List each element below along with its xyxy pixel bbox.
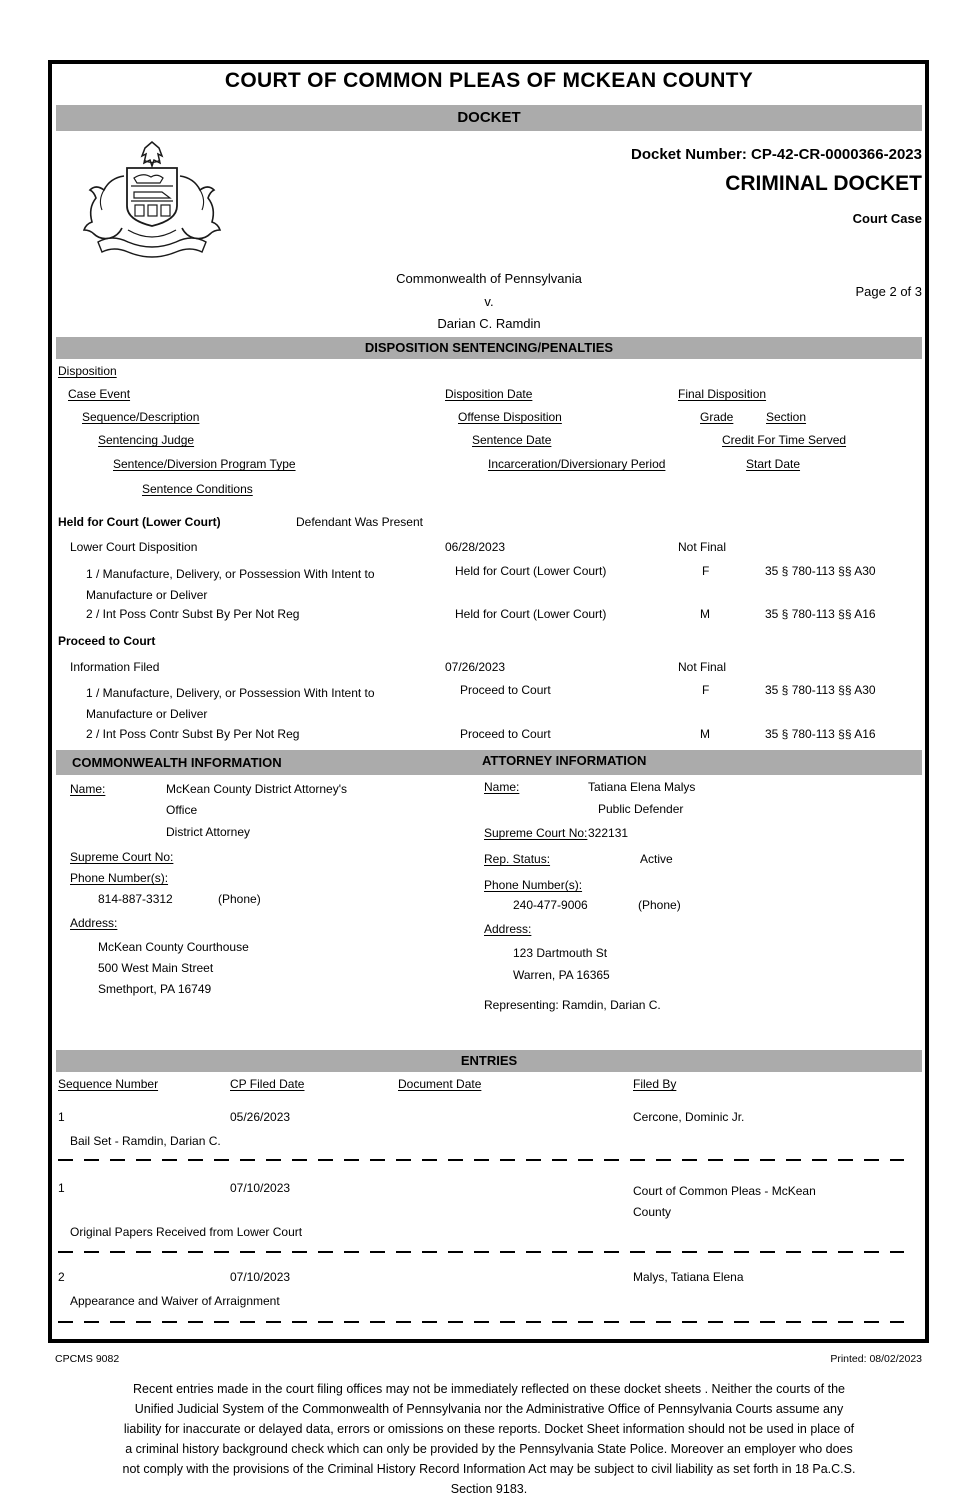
entry-cp-filed-date: 05/26/2023 <box>230 1110 291 1124</box>
case-event: Lower Court Disposition <box>70 540 198 554</box>
atty-address-line: Warren, PA 16365 <box>513 968 610 982</box>
entry-description: Original Papers Received from Lower Court <box>70 1225 303 1239</box>
entries-section-band: ENTRIES <box>56 1050 922 1072</box>
atty-name-label: Name: <box>484 780 520 794</box>
entry-separator <box>58 1321 904 1323</box>
col-header-start-date: Start Date <box>746 457 801 471</box>
atty-address-line: 123 Dartmouth St <box>513 946 608 960</box>
col-header-disposition-date: Disposition Date <box>445 387 533 401</box>
cw-address-line: 500 West Main Street <box>98 961 214 975</box>
atty-rep-status-label: Rep. Status: <box>484 852 551 866</box>
offense-section: 35 § 780-113 §§ A30 <box>765 683 876 697</box>
col-header-sequence-description: Sequence/Description <box>82 410 200 424</box>
pennsylvania-coat-of-arms-icon <box>64 138 240 264</box>
cw-phone-label: Phone Number(s): <box>70 871 169 885</box>
footer-printed-date: Printed: 08/02/2023 <box>830 1353 922 1365</box>
disposition-date: 06/28/2023 <box>445 540 506 554</box>
attorney-info-header: ATTORNEY INFORMATION <box>482 753 647 768</box>
entries-col-document-date: Document Date <box>398 1077 482 1091</box>
entries-col-sequence: Sequence Number <box>58 1077 159 1091</box>
entry-sequence: 1 <box>58 1110 65 1124</box>
offense-description: 2 / Int Poss Contr Subst By Per Not Reg <box>86 727 300 741</box>
offense-disposition: Proceed to Court <box>460 683 551 697</box>
atty-phone-type: (Phone) <box>638 898 681 912</box>
entry-filed-by: Court of Common Pleas - McKean County <box>633 1184 816 1219</box>
docket-type: CRIMINAL DOCKET <box>725 172 922 195</box>
caption-versus: v. <box>484 294 494 309</box>
offense-grade: M <box>700 727 710 741</box>
atty-supreme-court-label: Supreme Court No: <box>484 826 588 840</box>
atty-name-line: Tatiana Elena Malys <box>588 780 696 794</box>
col-header-sentence-conditions: Sentence Conditions <box>142 482 253 496</box>
atty-representing: Representing: Ramdin, Darian C. <box>484 998 661 1012</box>
offense-description: 2 / Int Poss Contr Subst By Per Not Reg <box>86 607 300 621</box>
col-header-incarceration-period: Incarceration/Diversionary Period <box>488 457 666 471</box>
col-header-credit-time-served: Credit For Time Served <box>722 433 847 447</box>
entry-description: Appearance and Waiver of Arraignment <box>70 1294 280 1308</box>
offense-grade: M <box>700 607 710 621</box>
cw-address-line: McKean County Courthouse <box>98 940 249 954</box>
final-disposition: Not Final <box>678 540 727 554</box>
col-header-section: Section <box>766 410 807 424</box>
entry-cp-filed-date: 07/10/2023 <box>230 1181 291 1195</box>
col-header-sentencing-judge: Sentencing Judge <box>98 433 195 447</box>
cw-address-label: Address: <box>70 916 118 930</box>
col-header-final-disposition: Final Disposition <box>678 387 767 401</box>
entry-sequence: 1 <box>58 1181 65 1195</box>
offense-disposition: Held for Court (Lower Court) <box>455 607 607 621</box>
entries-col-filed-by: Filed By <box>633 1077 677 1091</box>
col-header-grade: Grade <box>700 410 734 424</box>
offense-section: 35 § 780-113 §§ A30 <box>765 564 876 578</box>
offense-grade: F <box>702 564 710 578</box>
commonwealth-info-header: COMMONWEALTH INFORMATION <box>72 755 282 770</box>
cw-name-line: District Attorney <box>166 825 251 839</box>
cw-phone-number: 814-887-3312 <box>98 892 173 906</box>
cw-name-line: McKean County District Attorney's <box>166 782 348 796</box>
page-title: COURT OF COMMON PLEAS OF MCKEAN COUNTY <box>224 69 754 92</box>
offense-description: 1 / Manufacture, Delivery, or Possession With Intent to Manufacture or Deliver <box>86 686 375 721</box>
atty-phone-number: 240-477-9006 <box>513 898 588 912</box>
disposition-section-band: DISPOSITION SENTENCING/PENALTIES <box>56 337 922 359</box>
entry-cp-filed-date: 07/10/2023 <box>230 1270 291 1284</box>
col-header-disposition: Disposition <box>58 364 117 378</box>
col-header-offense-disposition: Offense Disposition <box>458 410 562 424</box>
caption-plaintiff: Commonwealth of Pennsylvania <box>396 271 582 286</box>
atty-address-label: Address: <box>484 922 532 936</box>
cw-supreme-court-label: Supreme Court No: <box>70 850 174 864</box>
cw-address-line: Smethport, PA 16749 <box>98 982 212 996</box>
entry-separator <box>58 1251 904 1253</box>
entry-description: Bail Set - Ramdin, Darian C. <box>70 1134 221 1148</box>
offense-disposition: Held for Court (Lower Court) <box>455 564 607 578</box>
offense-disposition: Proceed to Court <box>460 727 551 741</box>
cw-name-label: Name: <box>70 782 106 796</box>
final-disposition: Not Final <box>678 660 727 674</box>
atty-rep-status: Active <box>640 852 673 866</box>
col-header-case-event: Case Event <box>68 387 131 401</box>
caption-defendant: Darian C. Ramdin <box>437 316 541 331</box>
col-header-program-type: Sentence/Diversion Program Type <box>113 457 296 471</box>
docket-band: DOCKET <box>56 105 922 131</box>
offense-section: 35 § 780-113 §§ A16 <box>765 727 876 741</box>
page-indicator: Page 2 of 3 <box>855 284 922 299</box>
offense-description: 1 / Manufacture, Delivery, or Possession With Intent to Manufacture or Deliver <box>86 567 375 602</box>
disposition-date: 07/26/2023 <box>445 660 506 674</box>
atty-phone-label: Phone Number(s): <box>484 878 583 892</box>
case-event: Information Filed <box>70 660 160 674</box>
col-header-sentence-date: Sentence Date <box>472 433 552 447</box>
offense-grade: F <box>702 683 710 697</box>
disposition-group-title: Proceed to Court <box>58 634 156 648</box>
footer-form-id: CPCMS 9082 <box>55 1353 120 1365</box>
atty-supreme-court-no: 322131 <box>588 826 629 840</box>
entries-col-cp-filed-date: CP Filed Date <box>230 1077 305 1091</box>
cw-phone-type: (Phone) <box>218 892 261 906</box>
defendant-presence: Defendant Was Present <box>296 515 423 529</box>
entry-filed-by: Malys, Tatiana Elena <box>633 1270 744 1284</box>
offense-section: 35 § 780-113 §§ A16 <box>765 607 876 621</box>
footer-disclaimer: Recent entries made in the court filing offices may not be immediately reflected on these docket sheets . Neither the courts of the Unified Judicial System of the Commonwealth of Pennsylvania nor the Administrative Office of Pennsylvania Courts assume any liability for inaccurate or delayed data, errors or omissions on these reports. Docket Sheet information should not be used in place of a criminal history background check which can only be provided by the Pennsylvania State Police. Moreover an employer who does not comply with the provisions of the Criminal History Record Information Act may be subject to civil liability as set forth in 18 Pa.C.S. Section 9183. <box>122 1382 856 1496</box>
atty-name-line: Public Defender <box>598 802 684 816</box>
disposition-group-title: Held for Court (Lower Court) <box>58 515 221 529</box>
cw-name-line: Office <box>166 803 198 817</box>
entry-filed-by: Cercone, Dominic Jr. <box>633 1110 745 1124</box>
entry-sequence: 2 <box>58 1270 65 1284</box>
entry-separator <box>58 1159 904 1161</box>
docket-number: Docket Number: CP-42-CR-0000366-2023 <box>631 146 922 163</box>
case-type: Court Case <box>852 211 922 226</box>
